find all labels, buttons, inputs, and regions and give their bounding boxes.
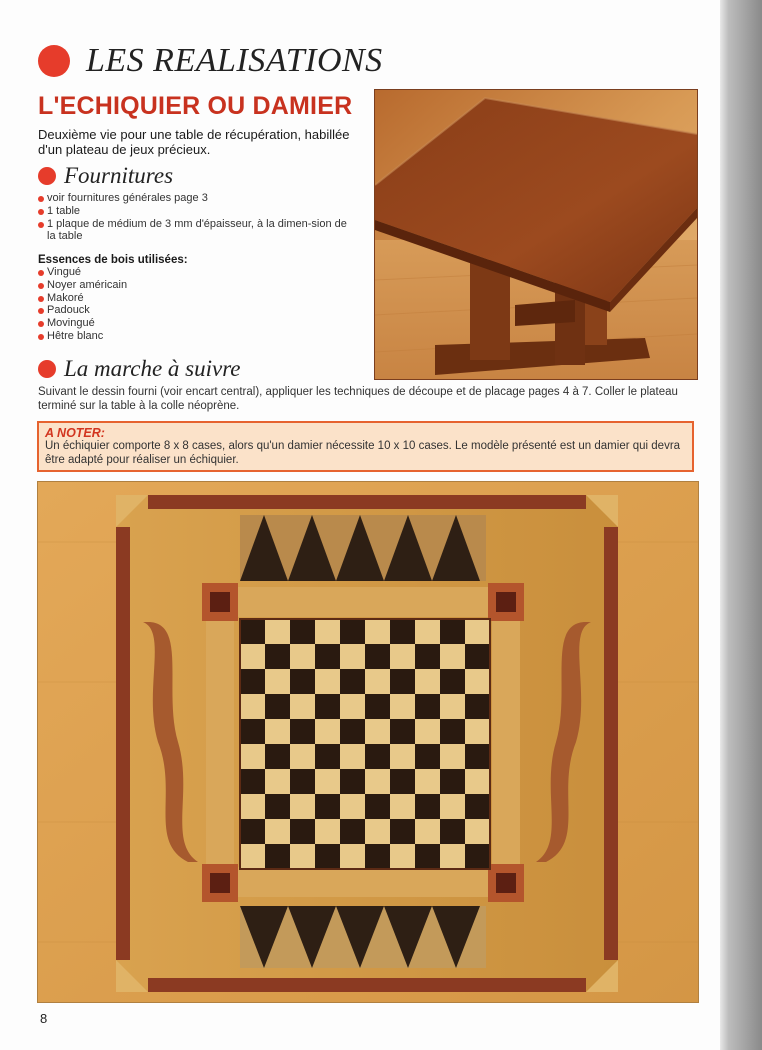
supplies-list	[38, 192, 358, 243]
note-title: A NOTER:	[45, 426, 105, 440]
red-bullet-icon	[38, 167, 56, 185]
woods-list	[38, 266, 238, 343]
checkerboard-grid	[240, 619, 490, 869]
note-text: Un échiquier comporte 8 x 8 cases, alors qu'un damier nécessite 10 x 10 cases. Le modèle présenté est un damier qui devra être adapté pour réaliser un échiquier.	[45, 440, 681, 466]
list-item: Noyer américain	[38, 279, 238, 292]
red-bullet-icon	[38, 360, 56, 378]
list-item: Vingué	[38, 266, 238, 279]
red-bullet-icon	[38, 45, 70, 77]
section-title: LES REALISATIONS	[86, 42, 383, 79]
procedure-heading-text: La marche à suivre	[64, 356, 241, 381]
procedure-text: Suivant le dessin fourni (voir encart central), appliquer les techniques de découpe et de placage pages 4 à 7. Coller le plateau terminé sur la table à la colle néoprène.	[38, 386, 678, 412]
list-item: Makoré	[38, 292, 238, 305]
list-item: Padouck	[38, 304, 238, 317]
list-item: Movingué	[38, 317, 238, 330]
list-item: Hêtre blanc	[38, 330, 238, 343]
page-title: L'ECHIQUIER OU DAMIER	[38, 92, 353, 120]
supplies-heading-text: Fournitures	[64, 163, 174, 188]
section-header	[38, 42, 383, 80]
list-item: 1 plaque de médium de 3 mm d'épaisseur, à la dimen-sion de la table	[38, 218, 358, 244]
procedure-heading	[38, 356, 241, 382]
table-photo	[374, 89, 698, 380]
checkerboard-image	[38, 482, 698, 1002]
checkerboard-photo	[37, 481, 699, 1003]
woods-heading: Essences de bois utilisées:	[38, 254, 188, 266]
intro-text: Deuxième vie pour une table de récupération, habillée d'un plateau de jeux précieux.	[38, 127, 350, 157]
page-number: 8	[40, 1011, 48, 1026]
supplies-heading	[38, 163, 173, 189]
list-item: 1 table	[38, 205, 358, 218]
note-box	[37, 421, 694, 472]
page-edge-shadow	[720, 0, 762, 1050]
table-photo-image	[375, 90, 697, 379]
list-item: voir fournitures générales page 3	[38, 192, 358, 205]
